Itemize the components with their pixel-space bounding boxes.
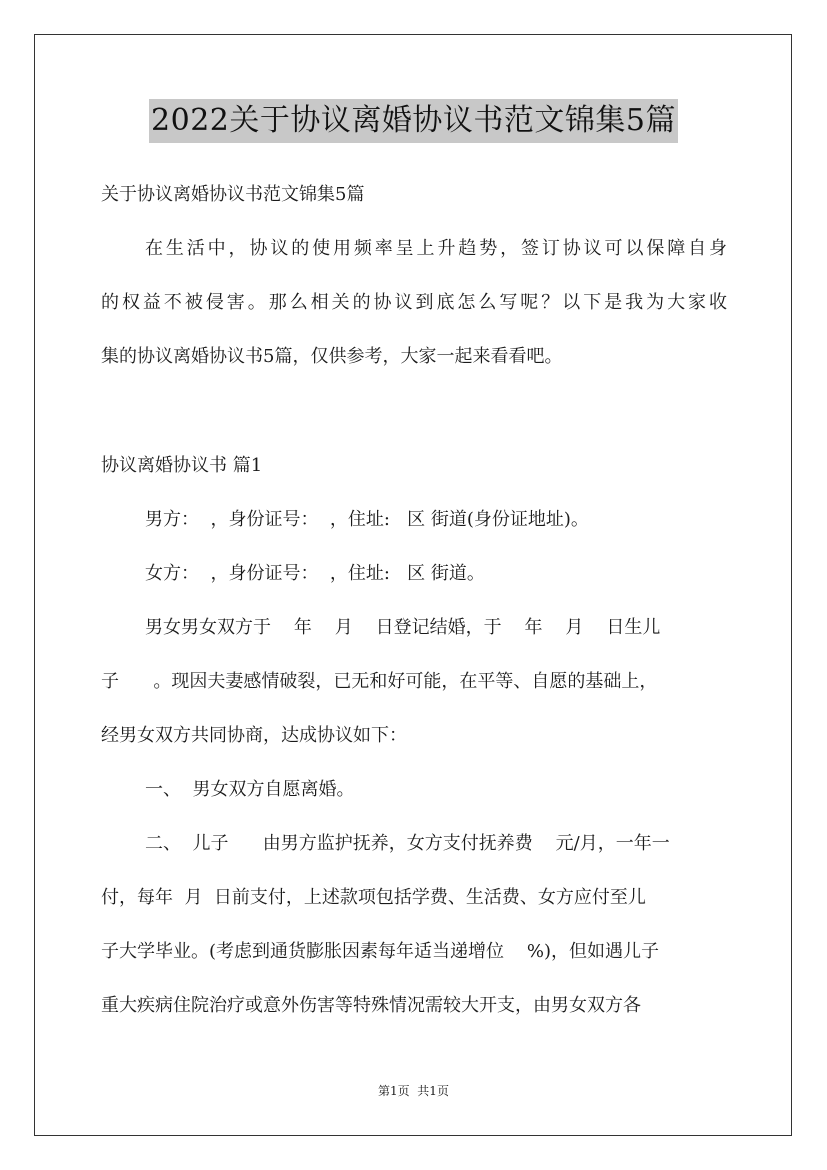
marriage-line-3: 经男女双方共同协商，达成协议如下： xyxy=(101,725,407,746)
document-subtitle: 关于协议离婚协议书范文锦集5篇 xyxy=(101,184,365,205)
female-party-line: 女方： ，身份证号： ，住址: 区 街道。 xyxy=(145,563,485,584)
title-container xyxy=(0,99,827,143)
male-party-line: 男方： ，身份证号： ，住址: 区 街道(身份证地址)。 xyxy=(145,509,589,530)
marriage-line-1: 男女男女双方于 年 月 日登记结婚，于 年 月 日生儿 xyxy=(145,617,661,638)
clause-1: 一、 男女双方自愿离婚。 xyxy=(145,779,355,800)
clause-2-line-4: 重大疾病住院治疗或意外伤害等特殊情况需较大开支，由男女双方各 xyxy=(101,995,641,1016)
page-number-footer: 第1页 共1页 xyxy=(378,1084,449,1098)
document-title: 2022关于协议离婚协议书范文锦集5篇 xyxy=(149,99,678,143)
intro-line-2: 的权益不被侵害。那么相关的协议到底怎么写呢？以下是我为大家收 xyxy=(101,292,727,313)
intro-line-3: 集的协议离婚协议书5篇，仅供参考，大家一起来看看吧。 xyxy=(101,346,563,367)
clause-2-line-1: 二、 儿子 由男方监护抚养，女方支付抚养费 元/月，一年一 xyxy=(145,833,670,854)
clause-2-line-2: 付，每年 月 日前支付，上述款项包括学费、生活费、女方应付至儿 xyxy=(101,887,646,908)
marriage-line-2: 子 。现因夫妻感情破裂，已无和好可能，在平等、自愿的基础上， xyxy=(101,671,658,692)
section-heading: 协议离婚协议书 篇1 xyxy=(101,455,263,476)
clause-2-line-3: 子大学毕业。(考虑到通货膨胀因素每年适当递增位 %)，但如遇儿子 xyxy=(101,941,660,962)
intro-line-1: 在生活中，协议的使用频率呈上升趋势，签订协议可以保障自身 xyxy=(145,238,727,259)
